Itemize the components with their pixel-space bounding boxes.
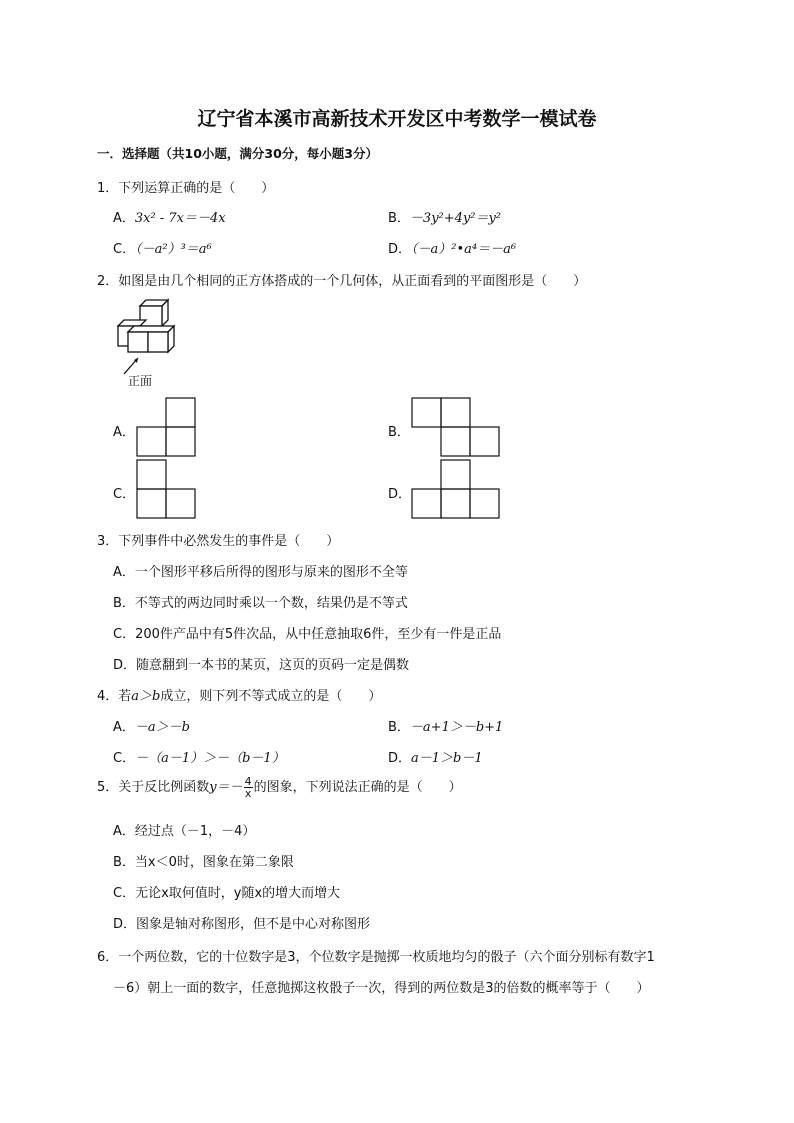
q3-option-c: C．200件产品中有5件次品，从中任意抽取6件，至少有一件是正品 xyxy=(113,627,502,642)
q5-option-a: A．经过点（－1，－4） xyxy=(113,824,256,839)
q4-stem-pre: 4．若 xyxy=(97,689,132,704)
q3-option-d: D．随意翻到一本书的某页，这页的页码一定是偶数 xyxy=(113,658,410,673)
q1-d-label: D． xyxy=(388,242,412,257)
q5-function: y＝－ xyxy=(209,780,243,795)
q5-option-c: C．无论x取何值时，y随x的增大而增大 xyxy=(113,886,341,901)
q4-a-label: A． xyxy=(113,720,135,735)
q5-option-d: D．图象是轴对称图形，但不是中心对称图形 xyxy=(113,917,371,932)
q4-stem-post: 成立，则下列不等式成立的是（ ） xyxy=(160,689,382,704)
question-5-stem xyxy=(97,776,462,799)
q4-c-label: C． xyxy=(113,751,136,766)
q3-option-b: B．不等式的两边同时乘以一个数，结果仍是不等式 xyxy=(113,596,408,611)
q1-c-label: C． xyxy=(113,242,136,257)
question-1-stem: 1．下列运算正确的是（ ） xyxy=(97,181,275,196)
page-title: 辽宁省本溪市高新技术开发区中考数学一模试卷 xyxy=(197,108,597,130)
q5-stem-pre: 5．关于反比例函数 xyxy=(97,780,210,795)
q4-a-math: －a＞－b xyxy=(134,720,190,735)
q2-option-d-figure xyxy=(411,459,501,519)
question-2-stem: 2．如图是由几个相同的正方体搭成的一个几何体，从正面看到的平面图形是（ ） xyxy=(97,274,587,289)
front-view-label: 正面 xyxy=(128,374,153,388)
q1-option-d xyxy=(388,238,516,257)
q2-option-a-figure xyxy=(137,397,197,457)
q5-fraction-numerator: 4 xyxy=(244,775,252,788)
q5-option-b: B．当x＜0时，图象在第二象限 xyxy=(113,855,294,870)
q1-option-b xyxy=(388,207,501,226)
q3-option-a: A．一个图形平移后所得的图形与原来的图形不全等 xyxy=(113,565,408,580)
q1-a-label: A． xyxy=(113,211,135,226)
q4-d-label: D． xyxy=(388,751,412,766)
question-6-line-2: －6）朝上一面的数字，任意抛掷这枚骰子一次，得到的两位数是3的倍数的概率等于（ ） xyxy=(113,981,650,996)
q2-b-label: B． xyxy=(388,425,410,440)
q2-d-label: D． xyxy=(388,487,412,502)
q1-option-c xyxy=(113,238,212,257)
q1-a-math: 3x² - 7x＝－4x xyxy=(134,211,226,226)
q2-option-c-figure xyxy=(137,459,197,519)
q1-option-a xyxy=(113,207,226,226)
q4-option-d xyxy=(388,747,483,766)
q1-c-math: （－a²）³＝a⁶ xyxy=(135,242,212,257)
section-heading: 一．选择题（共10小题，满分30分，每小题3分） xyxy=(97,146,378,161)
q4-d-math: a－1＞b－1 xyxy=(411,751,483,766)
q2-a-label: A． xyxy=(113,425,135,440)
q4-option-a xyxy=(113,716,190,735)
q4-b-math: －a+1＞－b+1 xyxy=(409,720,504,735)
question-6-line-1: 6．一个两位数，它的十位数字是3，个位数字是抛掷一枚质地均匀的骰子（六个面分别标有数字1 xyxy=(97,950,655,965)
q4-option-b xyxy=(388,716,503,735)
q4-option-c xyxy=(113,747,285,766)
q5-stem-post: 的图象，下列说法正确的是（ ） xyxy=(253,780,462,795)
q5-fraction-denominator: x xyxy=(244,787,252,800)
q4-c-math: －（a－1）＞－（b－1） xyxy=(135,751,285,766)
q2-option-b-figure xyxy=(411,397,501,457)
question-3-stem: 3．下列事件中必然发生的事件是（ ） xyxy=(97,534,340,549)
q4-stem-math: a＞b xyxy=(131,689,161,704)
q4-b-label: B． xyxy=(388,720,410,735)
q1-b-math: －3y²+4y²＝y² xyxy=(409,211,502,226)
q1-d-math: （－a）²•a⁴＝－a⁶ xyxy=(411,242,517,257)
q1-b-label: B． xyxy=(388,211,410,226)
question-4-stem xyxy=(97,685,381,704)
q5-fraction xyxy=(244,776,253,799)
q2-c-label: C． xyxy=(113,487,136,502)
